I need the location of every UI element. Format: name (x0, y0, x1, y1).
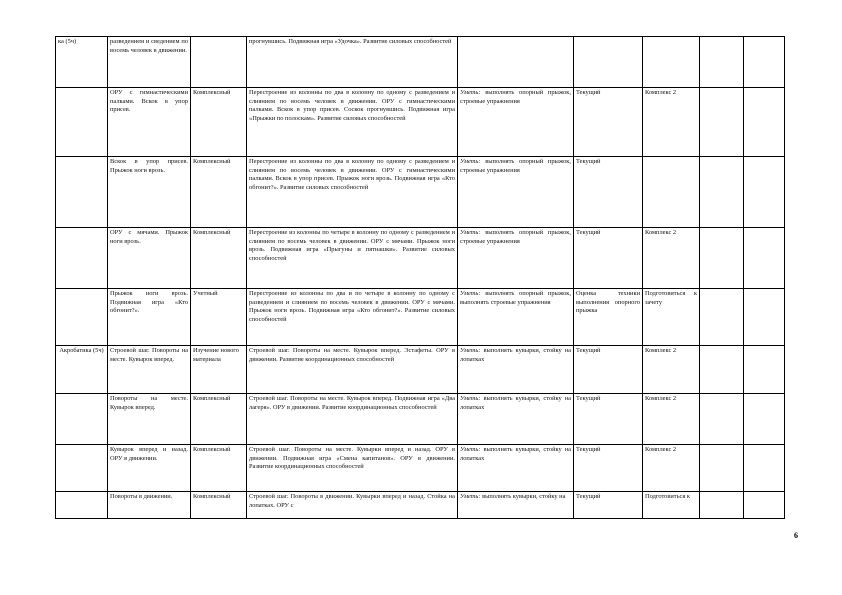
control-cell: Оценка техники выполнения опорного прыжка (574, 289, 643, 346)
topic-cell: Прыжок ноги врозь. Подвижная игра «Кто обгонит?». (108, 289, 191, 346)
requirements-cell (458, 228, 574, 289)
topic-cell: Повороты в движении. (108, 492, 191, 519)
date-plan-cell (700, 394, 744, 445)
requirements-text: выполнять кувырки, стойку на лопатках (460, 395, 571, 411)
lesson-type-cell: Комплексный (191, 394, 247, 445)
requirements-text: выполнять опорный прыжок, строевые упражнения (460, 158, 571, 174)
requirements-label: Уметь: (460, 229, 481, 236)
requirements-text: выполнять кувырки, стойку на лопатках (460, 446, 571, 462)
date-fact-cell (744, 289, 785, 346)
requirements-text: выполнять опорный прыжок, строевые упражнения (460, 229, 571, 245)
date-fact-cell (744, 228, 785, 289)
content-cell: Перестроение из колонны по четыре в колонну по одному с разведением и слиянием по восемь человек в движении. ОРУ с мячами. Прыжок ноги врозь. Подвижная игра «Прыгуны и пятнашки». Развитие силовых способностей (247, 228, 458, 289)
date-plan-cell (700, 445, 744, 492)
lesson-plan-table (55, 36, 785, 519)
control-cell: Текущий (574, 346, 643, 394)
requirements-label: Уметь: (460, 446, 481, 453)
requirements-cell (458, 445, 574, 492)
requirements-cell (458, 37, 574, 88)
date-plan-cell (700, 492, 744, 519)
date-plan-cell (700, 37, 744, 88)
requirements-cell (458, 157, 574, 228)
section-cell (56, 492, 108, 519)
control-cell (574, 37, 643, 88)
section-cell (56, 445, 108, 492)
table-row (56, 492, 785, 519)
date-fact-cell (744, 37, 785, 88)
date-fact-cell (744, 346, 785, 394)
date-fact-cell (744, 394, 785, 445)
requirements-label: Уметь: (460, 347, 481, 354)
section-cell (56, 394, 108, 445)
topic-cell: Строевой шаг. Повороты на месте. Кувырок вперед. (108, 346, 191, 394)
control-cell: Текущий (574, 88, 643, 157)
content-cell: Строевой шаг. Повороты на месте. Кувырок вперед. Подвижная игра «Два лагеря». ОРУ в движении. Развитие координационных способностей (247, 394, 458, 445)
requirements-text: выполнять кувырки, стойку на лопатках (460, 347, 571, 363)
lesson-type-cell: Комплексный (191, 157, 247, 228)
requirements-label: Уметь: (460, 290, 481, 297)
section-cell (56, 289, 108, 346)
topic-cell: Кувырок вперед и назад. ОРУ в движении. (108, 445, 191, 492)
homework-cell (643, 157, 700, 228)
table-row (56, 228, 785, 289)
topic-cell: ОРУ с мячами. Прыжок ноги врозь. (108, 228, 191, 289)
requirements-cell (458, 394, 574, 445)
lesson-type-cell (191, 37, 247, 88)
section-cell: ка (5ч) (56, 37, 108, 88)
requirements-cell (458, 88, 574, 157)
homework-cell: Подготовиться к зачету (643, 289, 700, 346)
section-cell (56, 88, 108, 157)
section-cell (56, 157, 108, 228)
lesson-type-cell: Учетный (191, 289, 247, 346)
content-cell: Перестроение из колонны по два и по четыре в колонну по одному с разведением и слиянием по восемь человек в движении. ОРУ с мячами. Прыжок ноги врозь. Подвижная игра «Кто обгонит?». Развитие силовых способностей (247, 289, 458, 346)
homework-cell: Комплекс 2 (643, 228, 700, 289)
requirements-text: выполнять кувырки, стойку на (482, 493, 566, 500)
requirements-cell (458, 492, 574, 519)
homework-cell: Комплекс 2 (643, 346, 700, 394)
date-fact-cell (744, 88, 785, 157)
date-plan-cell (700, 228, 744, 289)
date-plan-cell (700, 88, 744, 157)
table-row (56, 289, 785, 346)
content-cell: Строевой шаг. Повороты на месте. Кувырки вперед и назад. ОРУ в движении. Подвижная игра «Смена капитанов». ОРУ в движении. Развитие координационных способностей (247, 445, 458, 492)
date-fact-cell (744, 492, 785, 519)
table-row (56, 37, 785, 88)
control-cell: Текущий (574, 157, 643, 228)
homework-cell: Комплекс 2 (643, 445, 700, 492)
lesson-type-cell: Изучение нового материала (191, 346, 247, 394)
date-plan-cell (700, 346, 744, 394)
homework-cell: Комплекс 2 (643, 394, 700, 445)
requirements-label: Уметь: (460, 395, 481, 402)
requirements-cell (458, 289, 574, 346)
topic-cell: разведением и сведением по восемь человек в движении. (108, 37, 191, 88)
topic-cell: ОРУ с гимнастическими палками. Вскок в упор присев. (108, 88, 191, 157)
requirements-text: выполнять опорный прыжок, строевые упражнения (460, 89, 571, 105)
content-cell: прогнувшись. Подвижная игра «Удочка». Развитие силовых способностей (247, 37, 458, 88)
requirements-label: Уметь: (460, 493, 481, 500)
lesson-type-cell: Комплексный (191, 445, 247, 492)
table-row (56, 346, 785, 394)
requirements-label: Уметь: (460, 158, 481, 165)
topic-cell: Вскок в упор присев. Прыжок ноги врозь. (108, 157, 191, 228)
date-fact-cell (744, 445, 785, 492)
homework-cell: Подготовиться к (643, 492, 700, 519)
control-cell: Текущий (574, 394, 643, 445)
section-cell (56, 228, 108, 289)
lesson-type-cell: Комплексный (191, 88, 247, 157)
lesson-type-cell: Комплексный (191, 228, 247, 289)
date-fact-cell (744, 157, 785, 228)
date-plan-cell (700, 157, 744, 228)
content-cell: Перестроение из колонны по два в колонну по одному с разведением и слиянием по восемь человек в движении. ОРУ с гимнастическими палками. Вскок в упор присев. Соскок прогнувшись. Подвижная игра «Прыжки по полоскам». Развитие силовых способностей (247, 88, 458, 157)
section-cell: Акробатика (5ч) (56, 346, 108, 394)
control-cell: Текущий (574, 228, 643, 289)
requirements-label: Уметь: (460, 89, 481, 96)
table-row (56, 157, 785, 228)
topic-cell: Повороты на месте. Кувырок вперед. (108, 394, 191, 445)
page-number: 6 (794, 531, 798, 540)
table-row (56, 394, 785, 445)
homework-cell: Комплекс 2 (643, 88, 700, 157)
table-row (56, 445, 785, 492)
control-cell: Текущий (574, 492, 643, 519)
content-cell: Строевой шаг. Повороты в движении. Кувырки вперед и назад. Стойка на лопатках. ОРУ с (247, 492, 458, 519)
control-cell: Текущий (574, 445, 643, 492)
table-row (56, 88, 785, 157)
requirements-cell (458, 346, 574, 394)
content-cell: Перестроение из колонны по два в колонну по одному с разведением и слиянием по восемь человек в движении. ОРУ с гимнастическими палками. Вскок в упор присев. Прыжок ноги врозь. Подвижная игра «Кто обгонит?». Развитие силовых способностей (247, 157, 458, 228)
requirements-text: выполнять опорный прыжок, выполнять строевые упражнения (460, 290, 571, 306)
date-plan-cell (700, 289, 744, 346)
homework-cell (643, 37, 700, 88)
lesson-type-cell: Комплексный (191, 492, 247, 519)
content-cell: Строевой шаг. Повороты на месте. Кувырок вперед. Эстафеты. ОРУ в движении. Развитие координационных способностей (247, 346, 458, 394)
